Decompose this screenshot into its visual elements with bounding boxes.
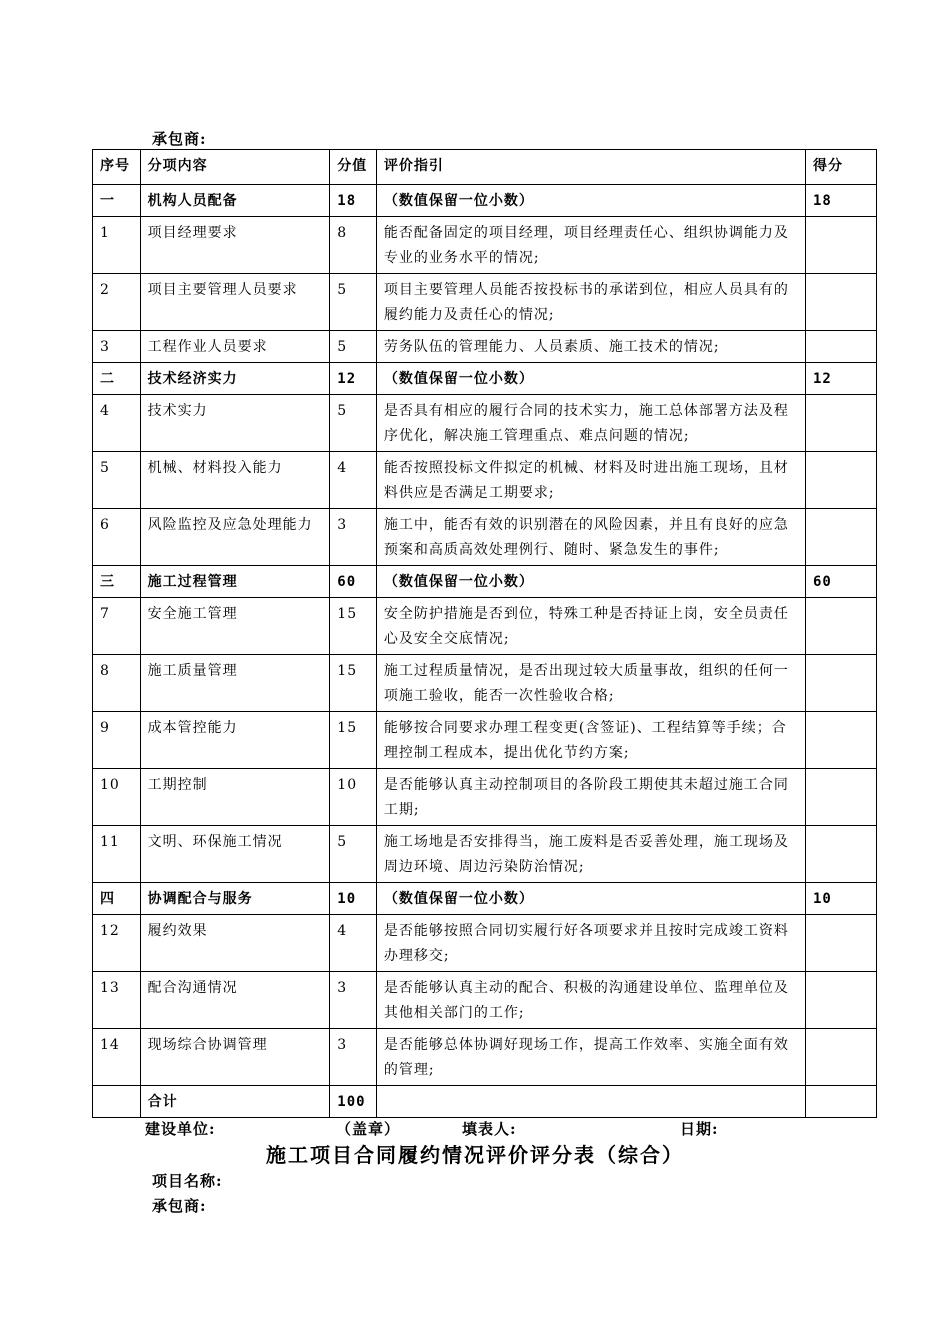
- row-item: 机构人员配备: [140, 185, 330, 217]
- section-row: [93, 1086, 877, 1118]
- header-guide: 评价指引: [376, 150, 805, 185]
- contractor-label-bottom: 承包商:: [152, 1197, 207, 1215]
- row-score: 3: [330, 972, 377, 1029]
- table-row: [93, 217, 877, 274]
- table-row: [93, 331, 877, 363]
- row-no: 7: [93, 598, 141, 655]
- row-no: 3: [93, 331, 141, 363]
- row-score: 12: [330, 363, 377, 395]
- row-item: 合计: [140, 1086, 330, 1118]
- row-item: 工期控制: [140, 769, 330, 826]
- table-row: [93, 509, 877, 566]
- row-got: [805, 274, 876, 331]
- row-item: 履约效果: [140, 915, 330, 972]
- row-score: 5: [330, 274, 377, 331]
- row-item: 施工过程管理: [140, 566, 330, 598]
- row-got: [805, 712, 876, 769]
- section-row: [93, 185, 877, 217]
- row-score: 4: [330, 452, 377, 509]
- row-guide: 是否能够认真主动的配合、积极的沟通建设单位、监理单位及其他相关部门的工作;: [376, 972, 805, 1029]
- row-no: 二: [93, 363, 141, 395]
- row-no: 10: [93, 769, 141, 826]
- row-item: 项目经理要求: [140, 217, 330, 274]
- evaluation-table: [92, 149, 877, 1118]
- row-guide: 施工过程质量情况，是否出现过较大质量事故，组织的任何一项施工验收，能否一次性验收合格;: [376, 655, 805, 712]
- row-score: 15: [330, 655, 377, 712]
- row-got: 12: [805, 363, 876, 395]
- row-score: 8: [330, 217, 377, 274]
- row-score: 10: [330, 883, 377, 915]
- row-no: 13: [93, 972, 141, 1029]
- row-guide: （数值保留一位小数）: [376, 185, 805, 217]
- seal-label: （盖章）: [336, 1120, 401, 1138]
- section-row: [93, 363, 877, 395]
- row-guide: 是否具有相应的履行合同的技术实力，施工总体部署方法及程序优化，解决施工管理重点、难点问题的情况;: [376, 395, 805, 452]
- row-no: 一: [93, 185, 141, 217]
- table-row: [93, 826, 877, 883]
- row-guide: [376, 1086, 805, 1118]
- row-guide: （数值保留一位小数）: [376, 363, 805, 395]
- row-guide: 能够按合同要求办理工程变更(含签证)、工程结算等手续；合理控制工程成本，提出优化节约方案;: [376, 712, 805, 769]
- table-row: [93, 1029, 877, 1086]
- row-item: 协调配合与服务: [140, 883, 330, 915]
- builder-label: 建设单位:: [145, 1120, 216, 1138]
- row-guide: 劳务队伍的管理能力、人员素质、施工技术的情况;: [376, 331, 805, 363]
- row-score: 5: [330, 826, 377, 883]
- row-got: [805, 1029, 876, 1086]
- row-item: 安全施工管理: [140, 598, 330, 655]
- row-no: 5: [93, 452, 141, 509]
- row-no: 8: [93, 655, 141, 712]
- row-guide: （数值保留一位小数）: [376, 566, 805, 598]
- row-got: [805, 331, 876, 363]
- row-score: 4: [330, 915, 377, 972]
- row-no: 11: [93, 826, 141, 883]
- row-guide: 是否能够按照合同切实履行好各项要求并且按时完成竣工资料办理移交;: [376, 915, 805, 972]
- table-row: [93, 712, 877, 769]
- section-row: [93, 883, 877, 915]
- row-no: 四: [93, 883, 141, 915]
- table-header-row: [93, 150, 877, 185]
- row-no: 12: [93, 915, 141, 972]
- table-row: [93, 972, 877, 1029]
- table-row: [93, 598, 877, 655]
- row-no: [93, 1086, 141, 1118]
- row-guide: 能否按照投标文件拟定的机械、材料及时进出施工现场，且材料供应是否满足工期要求;: [376, 452, 805, 509]
- row-item: 工程作业人员要求: [140, 331, 330, 363]
- row-got: [805, 452, 876, 509]
- row-guide: 能否配备固定的项目经理，项目经理责任心、组织协调能力及专业的业务水平的情况;: [376, 217, 805, 274]
- row-guide: 项目主要管理人员能否按投标书的承诺到位，相应人员具有的履约能力及责任心的情况;: [376, 274, 805, 331]
- row-got: [805, 1086, 876, 1118]
- row-score: 5: [330, 395, 377, 452]
- document-title: 施工项目合同履约情况评价评分表（综合）: [266, 1143, 684, 1167]
- table-row: [93, 915, 877, 972]
- row-got: 18: [805, 185, 876, 217]
- row-no: 1: [93, 217, 141, 274]
- row-no: 三: [93, 566, 141, 598]
- row-item: 成本管控能力: [140, 712, 330, 769]
- row-got: [805, 826, 876, 883]
- row-item: 文明、环保施工情况: [140, 826, 330, 883]
- row-got: [805, 509, 876, 566]
- row-got: [805, 972, 876, 1029]
- row-no: 2: [93, 274, 141, 331]
- row-item: 施工质量管理: [140, 655, 330, 712]
- row-item: 现场综合协调管理: [140, 1029, 330, 1086]
- table-row: [93, 274, 877, 331]
- row-got: [805, 598, 876, 655]
- row-got: 10: [805, 883, 876, 915]
- row-got: 60: [805, 566, 876, 598]
- row-got: [805, 217, 876, 274]
- header-got: 得分: [805, 150, 876, 185]
- table-row: [93, 655, 877, 712]
- row-item: 配合沟通情况: [140, 972, 330, 1029]
- row-item: 技术经济实力: [140, 363, 330, 395]
- row-no: 4: [93, 395, 141, 452]
- project-name-label: 项目名称:: [152, 1172, 223, 1190]
- row-got: [805, 915, 876, 972]
- row-got: [805, 655, 876, 712]
- contractor-label-top: 承包商:: [152, 130, 207, 148]
- row-score: 100: [330, 1086, 377, 1118]
- section-row: [93, 566, 877, 598]
- table-row: [93, 395, 877, 452]
- row-score: 3: [330, 1029, 377, 1086]
- row-guide: 安全防护措施是否到位，特殊工种是否持证上岗，安全员责任心及安全交底情况;: [376, 598, 805, 655]
- row-item: 机械、材料投入能力: [140, 452, 330, 509]
- row-score: 5: [330, 331, 377, 363]
- row-score: 60: [330, 566, 377, 598]
- header-item: 分项内容: [140, 150, 330, 185]
- row-score: 3: [330, 509, 377, 566]
- row-guide: （数值保留一位小数）: [376, 883, 805, 915]
- row-guide: 是否能够总体协调好现场工作，提高工作效率、实施全面有效的管理;: [376, 1029, 805, 1086]
- row-guide: 施工场地是否安排得当，施工废料是否妥善处理，施工现场及周边环境、周边污染防治情况;: [376, 826, 805, 883]
- row-score: 18: [330, 185, 377, 217]
- header-score: 分值: [330, 150, 377, 185]
- row-no: 9: [93, 712, 141, 769]
- table-row: [93, 452, 877, 509]
- row-score: 10: [330, 769, 377, 826]
- row-got: [805, 769, 876, 826]
- filler-label: 填表人:: [462, 1120, 517, 1138]
- row-no: 6: [93, 509, 141, 566]
- row-guide: 是否能够认真主动控制项目的各阶段工期使其未超过施工合同工期;: [376, 769, 805, 826]
- row-item: 项目主要管理人员要求: [140, 274, 330, 331]
- row-score: 15: [330, 598, 377, 655]
- row-got: [805, 395, 876, 452]
- row-score: 15: [330, 712, 377, 769]
- date-label: 日期:: [680, 1120, 719, 1138]
- table-row: [93, 769, 877, 826]
- row-item: 技术实力: [140, 395, 330, 452]
- row-guide: 施工中，能否有效的识别潜在的风险因素，并且有良好的应急预案和高质高效处理例行、随时、紧急发生的事件;: [376, 509, 805, 566]
- header-no: 序号: [93, 150, 141, 185]
- row-item: 风险监控及应急处理能力: [140, 509, 330, 566]
- row-no: 14: [93, 1029, 141, 1086]
